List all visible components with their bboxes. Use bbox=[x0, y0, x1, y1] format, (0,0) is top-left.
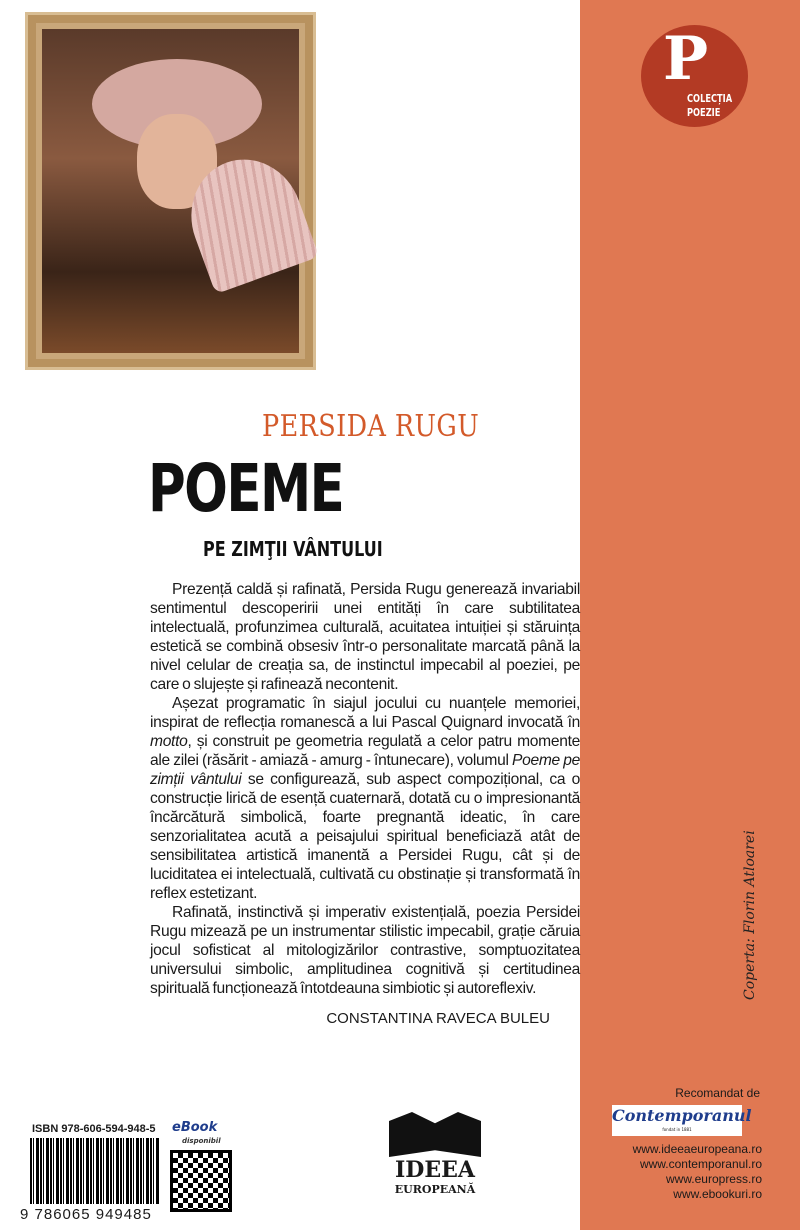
barcode-number: 9 786065 949485 bbox=[20, 1206, 152, 1223]
blurb-paragraph-2 bbox=[150, 694, 580, 903]
author-photo bbox=[42, 29, 299, 353]
logo-p-glyph: P bbox=[663, 24, 709, 94]
text: Așezat programatic în siajul jocului cu nuanțele memoriei, inspirat de reflecția romanescă a lui Pascal Quignard invocată în bbox=[150, 695, 580, 731]
italic-text: motto bbox=[150, 733, 188, 750]
contemporanul-name: Contemporanul bbox=[612, 1106, 752, 1125]
publisher-name: IDEEA bbox=[395, 1157, 475, 1183]
text: , și construit pe geometria regulată a celor patru momente ale zilei (răsărit - amiază - amurg - întunecare), volumul bbox=[150, 733, 580, 769]
isbn: ISBN 978-606-594-948-5 bbox=[32, 1123, 156, 1135]
collection-label: COLECȚIA bbox=[687, 92, 733, 105]
blurb-paragraph-3: Rafinată, instinctivă și imperativ existențială, poezia Persidei Rugu mizează pe un instrumentar stilistic impecabil, grație căruia jocul sofisticat al mitologizărilor contrastive, somptuozitatea universului simbolic, amplitudinea cognitivă și certitudinea spirituală funcționează întotdeauna simbiotic și autoreflexiv. bbox=[150, 904, 580, 997]
book-subtitle: PE ZIMŢII VÂNTULUI bbox=[203, 537, 383, 561]
blurb-paragraph-1: Prezență caldă și rafinată, Persida Rugu generează invariabil sentimentul descoperirii unei entități în care subtilitatea intelectuală, profunzimea culturală, acuitatea intuiției și stăruința estetică se combină obsesiv într-o personalitate marcată până la nivel celular de creația sa, de instinctul impecabil al poeziei, pe care o slujește și rafinează necontenit. bbox=[150, 581, 580, 693]
website-list bbox=[633, 1142, 762, 1202]
orange-side-strip bbox=[580, 0, 800, 1230]
collection-logo bbox=[641, 25, 748, 127]
collection-sublabel: POEZIE bbox=[687, 106, 721, 119]
book-title: POEME bbox=[148, 450, 344, 527]
open-book-icon bbox=[389, 1112, 481, 1157]
publisher-name-line2: EUROPEANĂ bbox=[394, 1183, 476, 1196]
website-link[interactable]: www.ideeaeuropeana.ro bbox=[632, 1142, 762, 1156]
website-link[interactable]: www.contemporanul.ro bbox=[639, 1157, 762, 1171]
author-photo-frame bbox=[25, 12, 316, 370]
italic-title: Poeme pe zimții vântului bbox=[150, 752, 581, 788]
ebook-sublabel: disponibil bbox=[182, 1137, 221, 1145]
barcode bbox=[30, 1138, 160, 1204]
text: se configurează, sub aspect compozițional, ca o construcție lirică de esență cuaternară, dotată cu o impresionantă încărcătură simbolică, foarte pregnantă ideatic, în care senzorialitatea acută a peisajului spiritual beneficiază atât de sensibilitatea artistică imanentă a Persidei Rugu, cât și de luciditatea ei intelectuală, cultivată cu obstinație și transformată în reflex estetizant. bbox=[150, 771, 580, 902]
qr-code[interactable] bbox=[170, 1150, 232, 1212]
website-link[interactable]: www.europress.ro bbox=[665, 1172, 762, 1186]
cover-credit: Coperta: Florin Atloarei bbox=[742, 830, 758, 1000]
contemporanul-logo bbox=[612, 1105, 752, 1136]
author-name: PERSIDA RUGU bbox=[262, 409, 480, 444]
blurb-signature: CONSTANTINA RAVECA BULEU bbox=[326, 1010, 550, 1027]
recommended-label: Recomandat de bbox=[675, 1086, 760, 1100]
publisher-logo bbox=[385, 1112, 485, 1197]
ebook-label: eBook bbox=[172, 1120, 218, 1135]
website-link[interactable]: www.ebookuri.ro bbox=[673, 1187, 762, 1201]
contemporanul-founded: fondat in 1881 bbox=[662, 1127, 692, 1132]
ebook-badge bbox=[172, 1120, 221, 1146]
blurb-text bbox=[150, 580, 580, 1028]
